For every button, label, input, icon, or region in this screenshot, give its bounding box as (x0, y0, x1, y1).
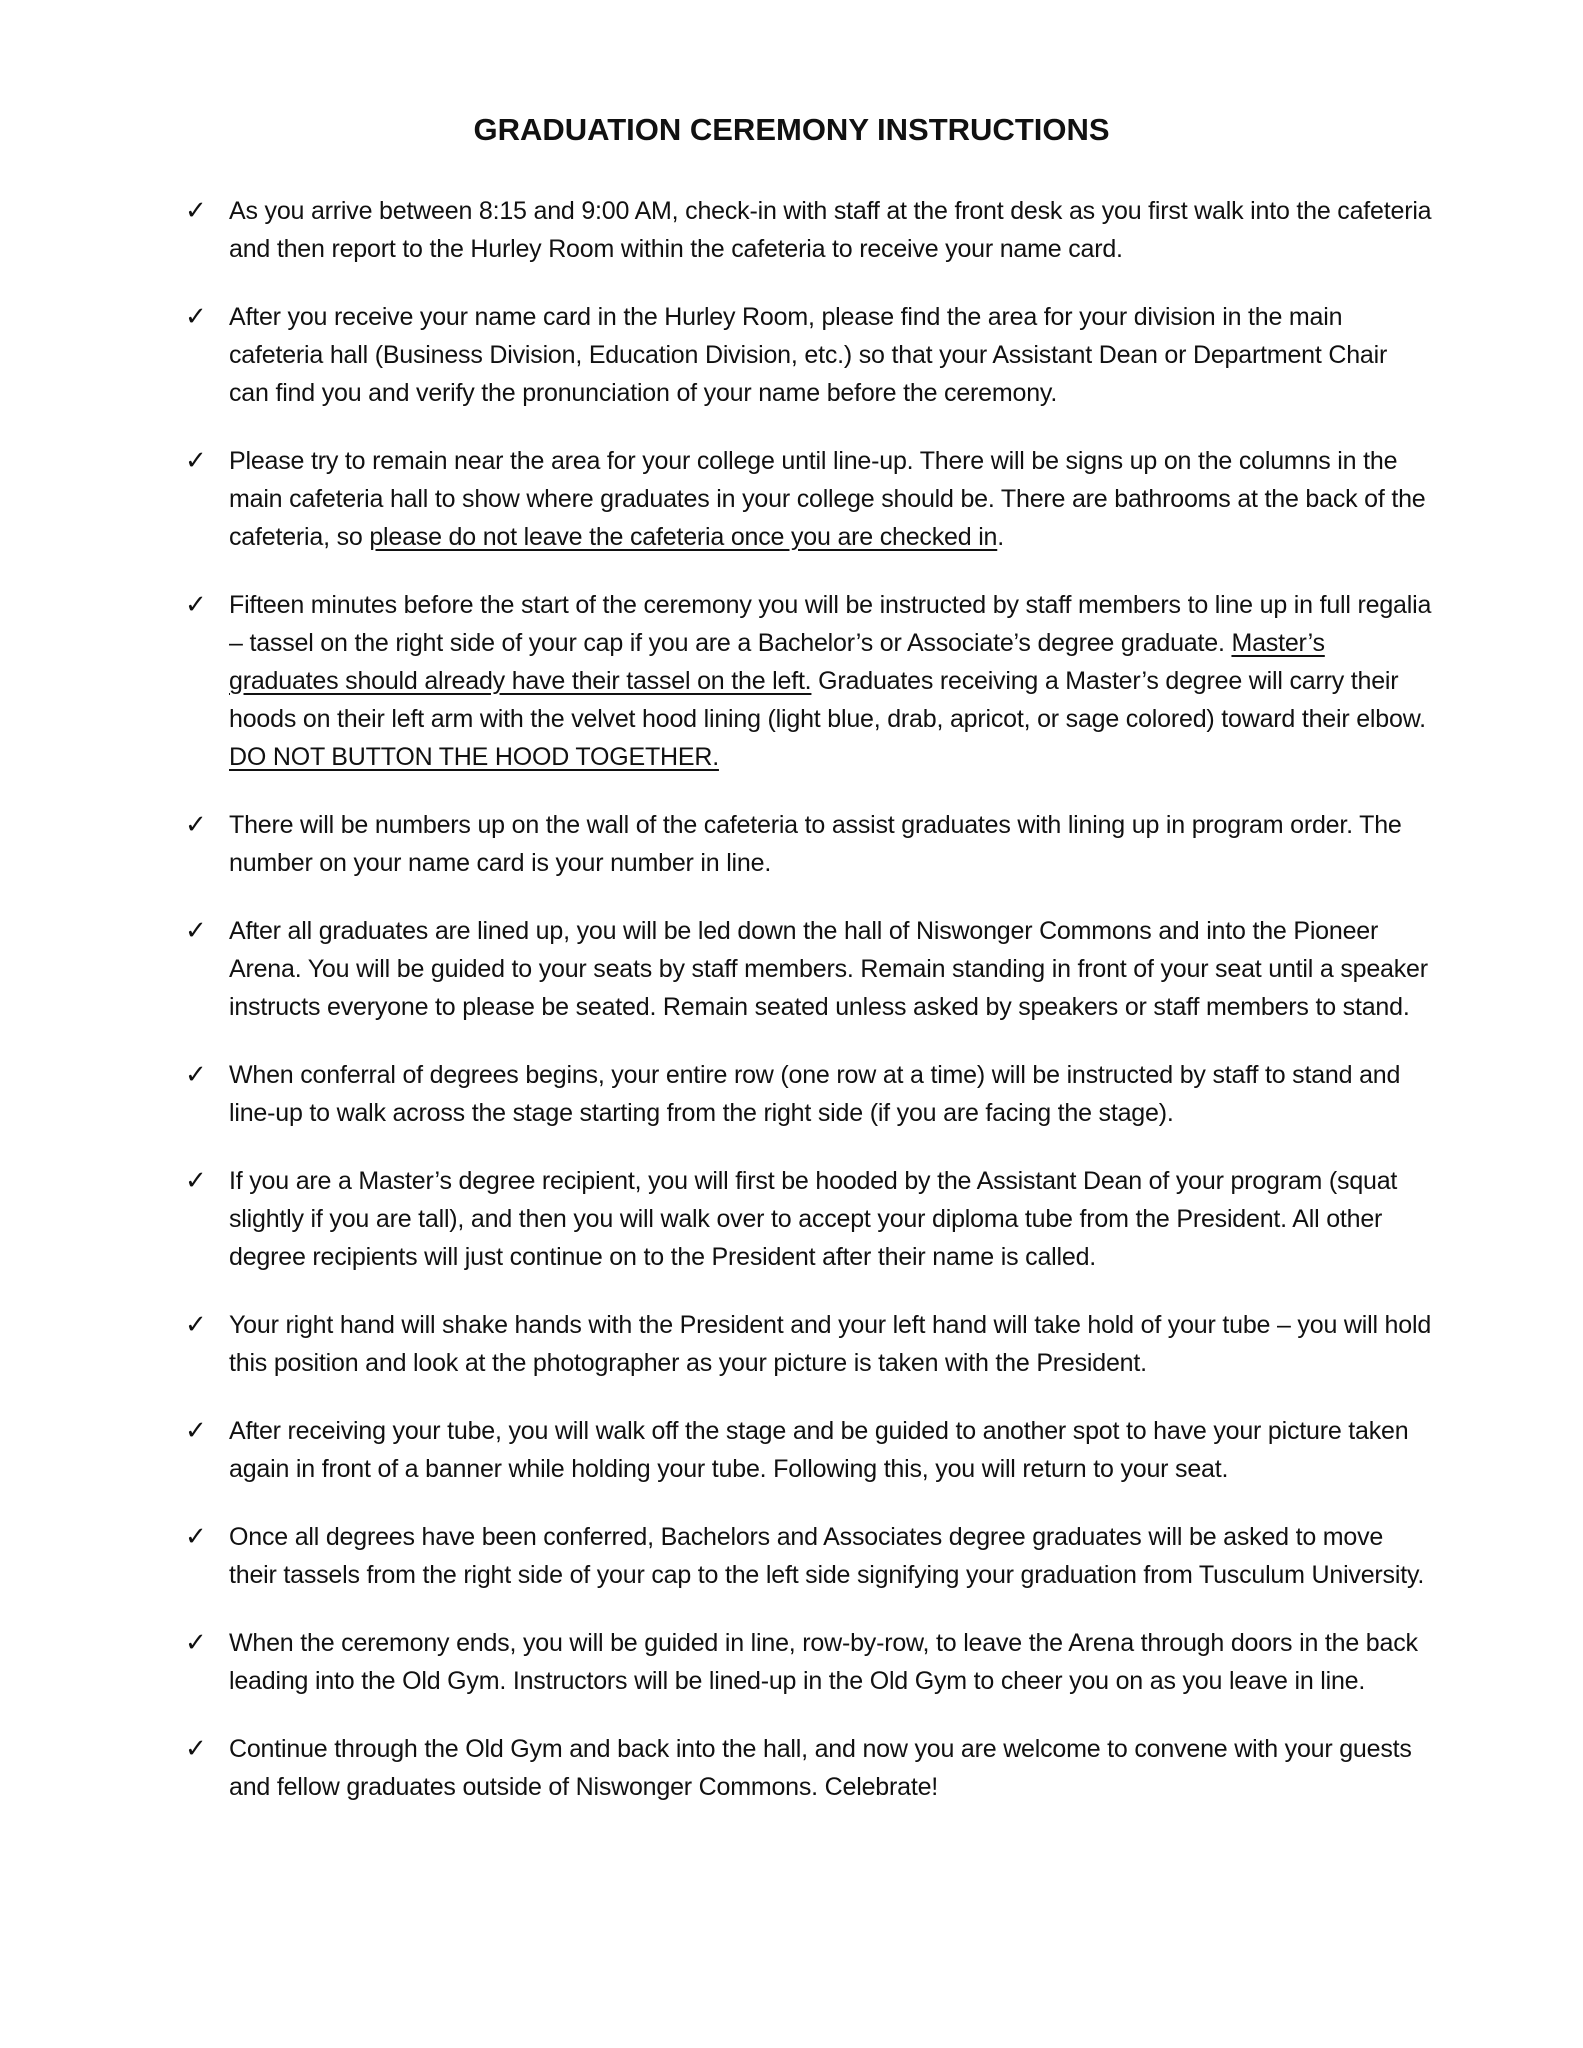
text-segment: Graduates receiving a Master’s degree will carry their hoods on their left arm with the velvet hood lining (light blue, drab, apricot, or sage colored) toward their elbow. (229, 667, 1426, 733)
checkmark-bullet-icon: ✓ (185, 1059, 207, 1089)
checkmark-bullet-icon: ✓ (185, 809, 207, 839)
instruction-text (229, 447, 1426, 551)
instruction-list (0, 148, 1583, 1806)
page-title: GRADUATION CEREMONY INSTRUCTIONS (473, 112, 1110, 147)
checkmark-bullet-icon: ✓ (185, 1733, 207, 1763)
checkmark-bullet-icon: ✓ (185, 1627, 207, 1657)
checkmark-bullet-icon: ✓ (185, 195, 207, 225)
instruction-item (185, 1162, 1433, 1276)
instruction-item (185, 1306, 1433, 1382)
text-segment: . (997, 523, 1004, 551)
checkmark-bullet-icon: ✓ (185, 445, 207, 475)
text-segment: After all graduates are lined up, you will be led down the hall of Niswonger Commons and into the Pioneer Arena. You will be guided to your seats by staff members. Remain standing in front of your seat until a speaker instructs everyone to please be seated. Remain seated unless asked by speakers or staff members to stand. (229, 917, 1428, 1021)
instruction-text (229, 197, 1431, 263)
text-segment: When the ceremony ends, you will be guided in line, row-by-row, to leave the Arena through doors in the back leading into the Old Gym. Instructors will be lined-up in the Old Gym to cheer you on as you leave in line. (229, 1629, 1418, 1695)
instruction-item (185, 586, 1433, 776)
instruction-item (185, 806, 1433, 882)
underlined-text-segment: DO NOT BUTTON THE HOOD TOGETHER. (229, 743, 719, 771)
instruction-item (185, 1624, 1433, 1700)
instruction-item (185, 912, 1433, 1026)
underlined-text-segment: please do not leave the cafeteria once you are checked in (369, 523, 998, 551)
checkmark-bullet-icon: ✓ (185, 1309, 207, 1339)
text-segment: Your right hand will shake hands with the President and your left hand will take hold of your tube – you will hold this position and look at the photographer as your picture is taken with the President. (229, 1311, 1432, 1377)
instruction-item (185, 1730, 1433, 1806)
text-segment: There will be numbers up on the wall of the cafeteria to assist graduates with lining up in program order. The number on your name card is your number in line. (229, 811, 1402, 877)
text-segment: Once all degrees have been conferred, Bachelors and Associates degree graduates will be asked to move their tassels from the right side of your cap to the left side signifying your graduation from Tusculum University. (229, 1523, 1425, 1589)
checkmark-bullet-icon: ✓ (185, 1165, 207, 1195)
underlined-text-segment: Master’s graduates should already have their tassel on the left. (229, 629, 1325, 695)
instruction-item (185, 1056, 1433, 1132)
instruction-item (185, 192, 1433, 268)
text-segment: Fifteen minutes before the start of the ceremony you will be instructed by staff members to line up in full regalia – tassel on the right side of your cap if you are a Bachelor’s or Associate’s degree graduate. (229, 591, 1432, 657)
text-segment: After receiving your tube, you will walk off the stage and be guided to another spot to have your picture taken again in front of a banner while holding your tube. Following this, you will return to your seat. (229, 1417, 1409, 1483)
text-segment: If you are a Master’s degree recipient, you will first be hooded by the Assistant Dean of your program (squat slightly if you are tall), and then you will walk over to accept your diploma tube from the President. All other degree recipients will just continue on to the President after their name is called. (229, 1167, 1398, 1271)
checkmark-bullet-icon: ✓ (185, 301, 207, 331)
instruction-text (229, 1735, 1412, 1801)
checkmark-bullet-icon: ✓ (185, 589, 207, 619)
instruction-text (229, 1523, 1424, 1589)
instruction-item (185, 1518, 1433, 1594)
checkmark-bullet-icon: ✓ (185, 1521, 207, 1551)
instruction-text (229, 1061, 1400, 1127)
instruction-item (185, 442, 1433, 556)
checkmark-bullet-icon: ✓ (185, 1415, 207, 1445)
instruction-text (229, 1167, 1397, 1271)
instruction-item (185, 1412, 1433, 1488)
instruction-text (229, 811, 1402, 877)
text-segment: Please try to remain near the area for your college until line-up. There will be signs up on the columns in the main cafeteria hall to show where graduates in your college should be. There are bathrooms at the back of the cafeteria, so (229, 447, 1426, 551)
instruction-text (229, 303, 1387, 407)
text-segment: After you receive your name card in the Hurley Room, please find the area for your division in the main cafeteria hall (Business Division, Education Division, etc.) so that your Assistant Dean or Department Chair can find you and verify the pronunciation of your name before the ceremony. (229, 303, 1388, 407)
text-segment: As you arrive between 8:15 and 9:00 AM, check-in with staff at the front desk as you first walk into the cafeteria and then report to the Hurley Room within the cafeteria to receive your name card. (229, 197, 1432, 263)
instruction-text (229, 917, 1428, 1021)
instruction-item (185, 298, 1433, 412)
instruction-text (229, 1629, 1418, 1695)
instruction-text (229, 1311, 1431, 1377)
instruction-text (229, 591, 1431, 771)
text-segment: When conferral of degrees begins, your entire row (one row at a time) will be instructed by staff to stand and line-up to walk across the stage starting from the right side (if you are facing the stage). (229, 1061, 1401, 1127)
text-segment: Continue through the Old Gym and back into the hall, and now you are welcome to convene with your guests and fellow graduates outside of Niswonger Commons. Celebrate! (229, 1735, 1412, 1801)
instruction-text (229, 1417, 1408, 1483)
checkmark-bullet-icon: ✓ (185, 915, 207, 945)
